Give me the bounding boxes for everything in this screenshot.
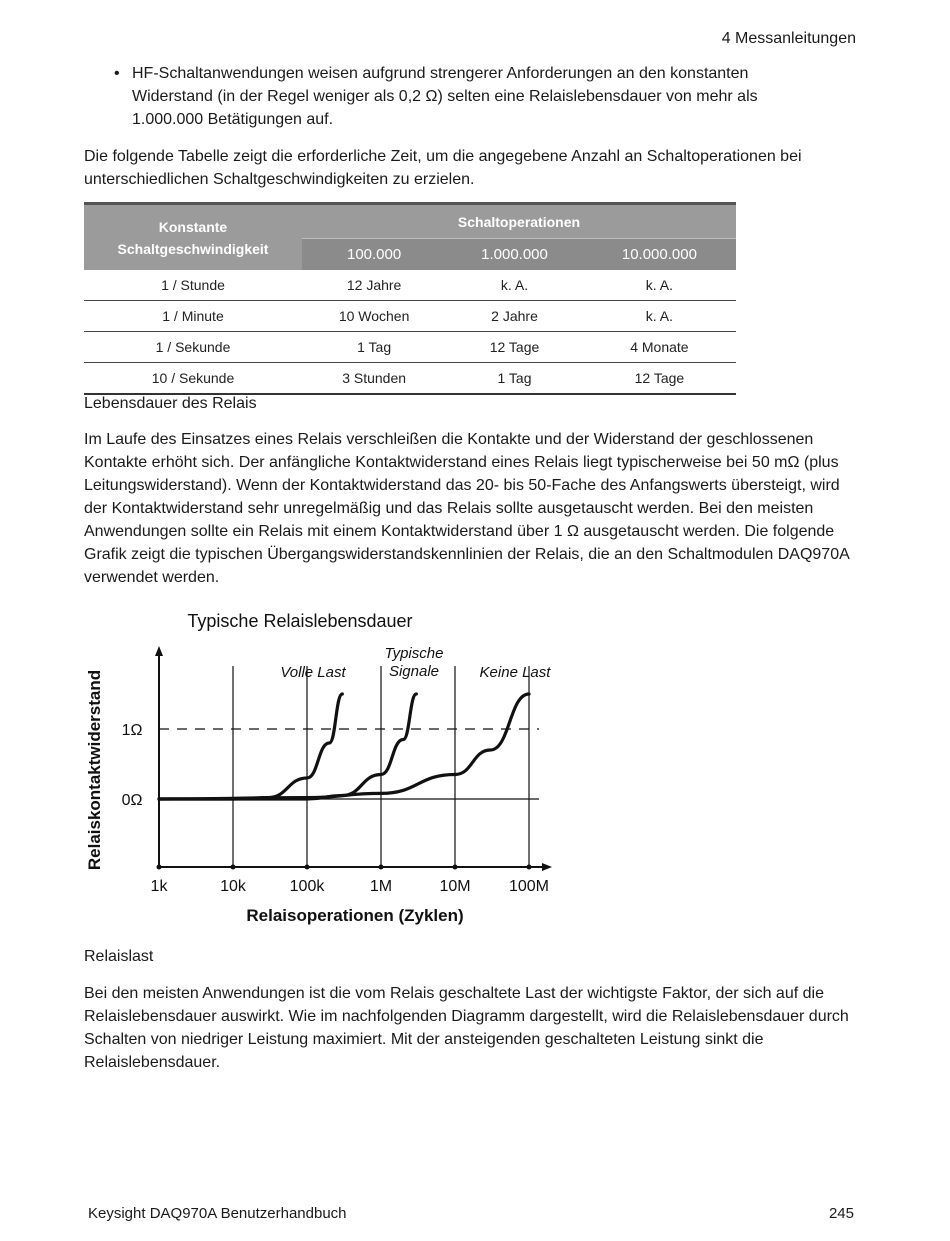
chart-x-tick-label: 100k bbox=[289, 878, 325, 895]
chart-series-label: Keine Last bbox=[479, 664, 551, 681]
table-cell: 12 Tage bbox=[583, 363, 736, 395]
chart-x-tick-label: 1k bbox=[150, 878, 168, 895]
chart-x-tick-label: 100M bbox=[508, 878, 550, 895]
table-subheader: 100.000 bbox=[302, 239, 446, 271]
table-cell: 1 / Minute bbox=[84, 301, 302, 332]
footer-title: Keysight DAQ970A Benutzerhandbuch bbox=[88, 1205, 347, 1222]
chart-series bbox=[159, 694, 529, 799]
bullet-dot: • bbox=[114, 65, 120, 82]
chapter-header: 4 Messanleitungen bbox=[721, 30, 856, 47]
intro-paragraph: Die folgende Tabelle zeigt die erforderliche Zeit, um die angegebene Anzahl an Schaltoperationen bei unterschiedlichen Schaltgeschwindigkeiten zu erzielen. bbox=[84, 148, 802, 188]
table-row bbox=[84, 270, 736, 301]
lifetime-paragraph: Im Laufe des Einsatzes eines Relais verschleißen die Kontakte und der Widerstand der geschlossenen Kontakte erhöht sich. Der anfängliche Kontaktwiderstand eines Relais liegt typischerweise bei 50 mΩ (plus Leitungswiderstand). Wenn der Kontaktwiderstand das 20- bis 50-Fache des Anfangswerts übersteigt, wird der Kontaktwiderstand sehr unregelmäßig und das Relais sollte ausgetauscht werden. Bei den meisten Anwendungen sollte ein Relais mit einem Kontaktwiderstand über 1 Ω ausgetauscht werden. Die folgende Grafik zeigt die typischen Übergangswiderstandskennlinien der Relais, die an den Schaltmodulen DAQ970A verwendet werden. bbox=[84, 431, 849, 586]
table-cell: 1 / Sekunde bbox=[84, 332, 302, 363]
chart-x-tick-label: 10k bbox=[220, 878, 246, 895]
chart-x-tick-label: 1M bbox=[369, 878, 393, 895]
chart-series-label: Typische Signale bbox=[384, 645, 444, 680]
chart-x-tick-label: 10M bbox=[439, 878, 471, 895]
chart-y-ticks bbox=[122, 722, 143, 809]
section-heading-lifetime: Lebensdauer des Relais bbox=[84, 395, 257, 412]
table-cell: 1 / Stunde bbox=[84, 270, 302, 301]
bullet-text: HF-Schaltanwendungen weisen aufgrund strengerer Anforderungen an den konstanten Widerstand (in der Regel weniger als 0,2 Ω) selten eine Relaislebensdauer von mehr als 1.000.000 Betätigungen auf. bbox=[132, 65, 758, 128]
chart-x-tick-mark bbox=[527, 865, 532, 870]
table-subheader: 10.000.000 bbox=[583, 239, 736, 271]
chart-series-line bbox=[159, 694, 342, 799]
table-cell: 10 / Sekunde bbox=[84, 363, 302, 395]
table-cell: k. A. bbox=[446, 270, 583, 301]
chart-x-axis-label: Relaisoperationen (Zyklen) bbox=[246, 906, 464, 925]
table-cell: 4 Monate bbox=[583, 332, 736, 363]
chart-y-axis-arrow bbox=[155, 646, 163, 656]
chart-x-tick-mark bbox=[231, 865, 236, 870]
table-row bbox=[84, 363, 736, 395]
chart-x-tick-mark bbox=[157, 865, 162, 870]
chart-title: Typische Relaislebensdauer bbox=[187, 611, 413, 631]
switching-time-table bbox=[84, 202, 736, 395]
chart-x-tick-mark bbox=[379, 865, 384, 870]
table-header-speed: Konstante Schaltgeschwindigkeit bbox=[84, 204, 302, 271]
page-number: 245 bbox=[828, 1205, 854, 1222]
table-cell: 2 Jahre bbox=[446, 301, 583, 332]
chart-x-axis-arrow bbox=[542, 863, 552, 871]
chart-x-tick-mark bbox=[305, 865, 310, 870]
table-cell: 1 Tag bbox=[302, 332, 446, 363]
table-cell: k. A. bbox=[583, 301, 736, 332]
table-cell: 12 Jahre bbox=[302, 270, 446, 301]
relay-life-chart bbox=[80, 600, 570, 935]
chart-y-tick-label: 1Ω bbox=[121, 722, 143, 739]
chart-y-tick-label: 0Ω bbox=[121, 792, 143, 809]
chart-series-line bbox=[159, 694, 416, 799]
chart-y-axis-label: Relaiskontaktwiderstand bbox=[85, 669, 104, 871]
chart-grid bbox=[159, 666, 539, 867]
chart-series-line bbox=[159, 694, 529, 799]
table-row bbox=[84, 301, 736, 332]
table-cell: 12 Tage bbox=[446, 332, 583, 363]
table-row bbox=[84, 332, 736, 363]
table-cell: k. A. bbox=[583, 270, 736, 301]
table-header-group: Schaltoperationen bbox=[302, 204, 736, 239]
table-subheader: 1.000.000 bbox=[446, 239, 583, 271]
table-cell: 1 Tag bbox=[446, 363, 583, 395]
chart-series-labels bbox=[280, 645, 551, 681]
table-cell: 3 Stunden bbox=[302, 363, 446, 395]
table-cell: 10 Wochen bbox=[302, 301, 446, 332]
chart-x-ticks bbox=[151, 865, 549, 896]
chart-x-tick-mark bbox=[453, 865, 458, 870]
load-paragraph: Bei den meisten Anwendungen ist die vom Relais geschaltete Last der wichtigste Faktor, der sich auf die Relaislebensdauer auswirkt. Wie im nachfolgenden Diagramm dargestellt, wird die Relaislebensdauer durch Schalten von niedriger Leistung maximiert. Mit der ansteigenden geschalteten Leistung sinkt die Relaislebensdauer. bbox=[84, 985, 849, 1071]
chart-series-label: Volle Last bbox=[280, 664, 346, 681]
section-heading-load: Relaislast bbox=[84, 948, 154, 965]
